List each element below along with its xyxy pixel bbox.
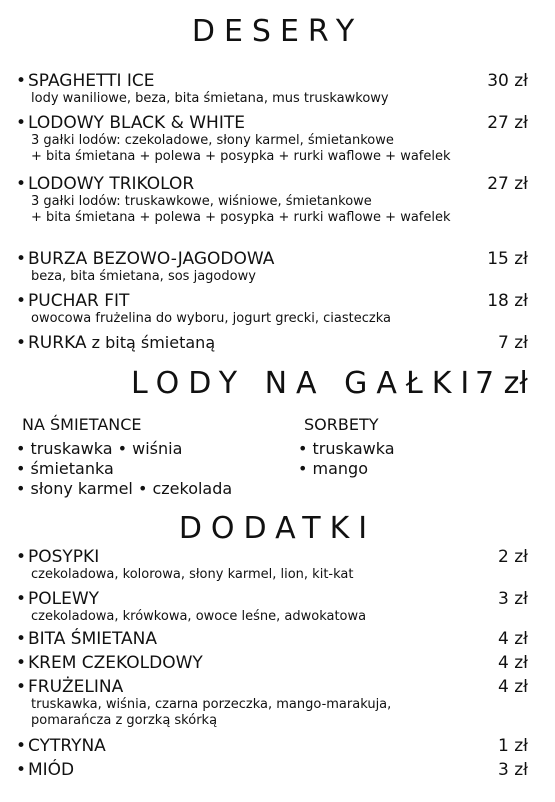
item-desc: beza, bita śmietana, sos jagodowy [31, 269, 256, 284]
addon-item [16, 760, 528, 780]
sorbety-column [304, 415, 379, 435]
bullet-icon: • [16, 677, 27, 697]
item-name: SPAGHETTI ICE [28, 71, 155, 91]
bullet-icon: • [16, 760, 27, 780]
item-desc: + bita śmietana + polewa + posypka + rurki waflowe + wafelek [31, 149, 451, 164]
column-heading: SORBETY [304, 415, 379, 434]
lody-title: LODY NA GAŁKI [131, 366, 479, 401]
menu-item [16, 333, 528, 353]
item-desc: czekoladowa, kolorowa, słony karmel, lion, kit-kat [31, 567, 354, 582]
item-desc: owocowa frużelina do wyboru, jogurt grecki, ciasteczka [31, 311, 391, 326]
item-name: PUCHAR FIT [28, 291, 130, 311]
menu-item [16, 71, 528, 107]
item-desc: 3 gałki lodów: czekoladowe, słony karmel, śmietankowe [31, 133, 394, 148]
item-desc: + bita śmietana + polewa + posypka + rurki waflowe + wafelek [31, 210, 451, 225]
item-desc: 3 gałki lodów: truskawkowe, wiśniowe, śmietankowe [31, 194, 372, 209]
smietana-flavors [16, 439, 232, 499]
dodatki-heading: DODATKI [178, 511, 377, 546]
item-price: 27 zł [487, 174, 528, 194]
item-name: BURZA BEZOWO-JAGODOWA [28, 249, 275, 269]
addon-item [16, 736, 528, 756]
item-name: RURKA [28, 333, 87, 353]
addon-item [16, 653, 528, 673]
bullet-icon: • [16, 249, 27, 269]
addon-item [16, 677, 528, 729]
item-name: CYTRYNA [28, 736, 106, 756]
lody-price: 7 zł [475, 366, 528, 401]
item-price: 7 zł [498, 333, 528, 353]
bullet-icon: • [16, 333, 27, 353]
item-name: BITA ŚMIETANA [28, 629, 158, 649]
item-desc: pomarańcza z gorzką skórką [31, 713, 218, 728]
item-price: 27 zł [487, 113, 528, 133]
item-name-suffix: z bitą śmietaną [86, 333, 216, 352]
item-name: LODOWY BLACK & WHITE [28, 113, 245, 133]
addon-item [16, 589, 528, 625]
item-name: POLEWY [28, 589, 100, 609]
item-price: 30 zł [487, 71, 528, 91]
column-heading: NA ŚMIETANCE [22, 415, 142, 434]
flavor-row: • truskawka [298, 439, 395, 458]
desery-heading: DESERY [191, 14, 364, 49]
menu-item [16, 291, 528, 327]
item-name: LODOWY TRIKOLOR [28, 174, 195, 194]
bullet-icon: • [16, 629, 27, 649]
item-price: 1 zł [498, 736, 528, 756]
addon-item [16, 629, 528, 649]
flavor-row: • truskawka • wiśnia [16, 439, 183, 458]
bullet-icon: • [16, 589, 27, 609]
item-price: 2 zł [498, 547, 528, 567]
flavor-row: • mango [298, 459, 368, 478]
bullet-icon: • [16, 291, 27, 311]
item-desc: truskawka, wiśnia, czarna porzeczka, mango-marakuja, [31, 697, 392, 712]
bullet-icon: • [16, 113, 27, 133]
item-price: 18 zł [487, 291, 528, 311]
sorbety-flavors [298, 439, 395, 479]
bullet-icon: • [16, 547, 27, 567]
bullet-icon: • [16, 174, 27, 194]
item-price: 3 zł [498, 760, 528, 780]
menu-item [16, 113, 528, 165]
item-price: 4 zł [498, 677, 528, 697]
item-desc: czekoladowa, krówkowa, owoce leśne, adwokatowa [31, 609, 367, 624]
bullet-icon: • [16, 653, 27, 673]
item-price: 4 zł [498, 653, 528, 673]
addon-item [16, 547, 528, 583]
item-name: MIÓD [28, 760, 75, 780]
menu-item [16, 174, 528, 226]
bullet-icon: • [16, 71, 27, 91]
bullet-icon: • [16, 736, 27, 756]
item-name: KREM CZEKOLDOWY [28, 653, 203, 673]
flavor-row: • słony karmel • czekolada [16, 479, 233, 498]
smietana-column [22, 415, 142, 435]
item-name: FRUŻELINA [28, 677, 124, 697]
item-name: POSYPKI [28, 547, 100, 567]
flavor-row: • śmietanka [16, 459, 114, 478]
item-desc: lody waniliowe, beza, bita śmietana, mus truskawkowy [31, 91, 389, 106]
item-price: 15 zł [487, 249, 528, 269]
menu-item [16, 249, 528, 285]
item-price: 3 zł [498, 589, 528, 609]
item-price: 4 zł [498, 629, 528, 649]
